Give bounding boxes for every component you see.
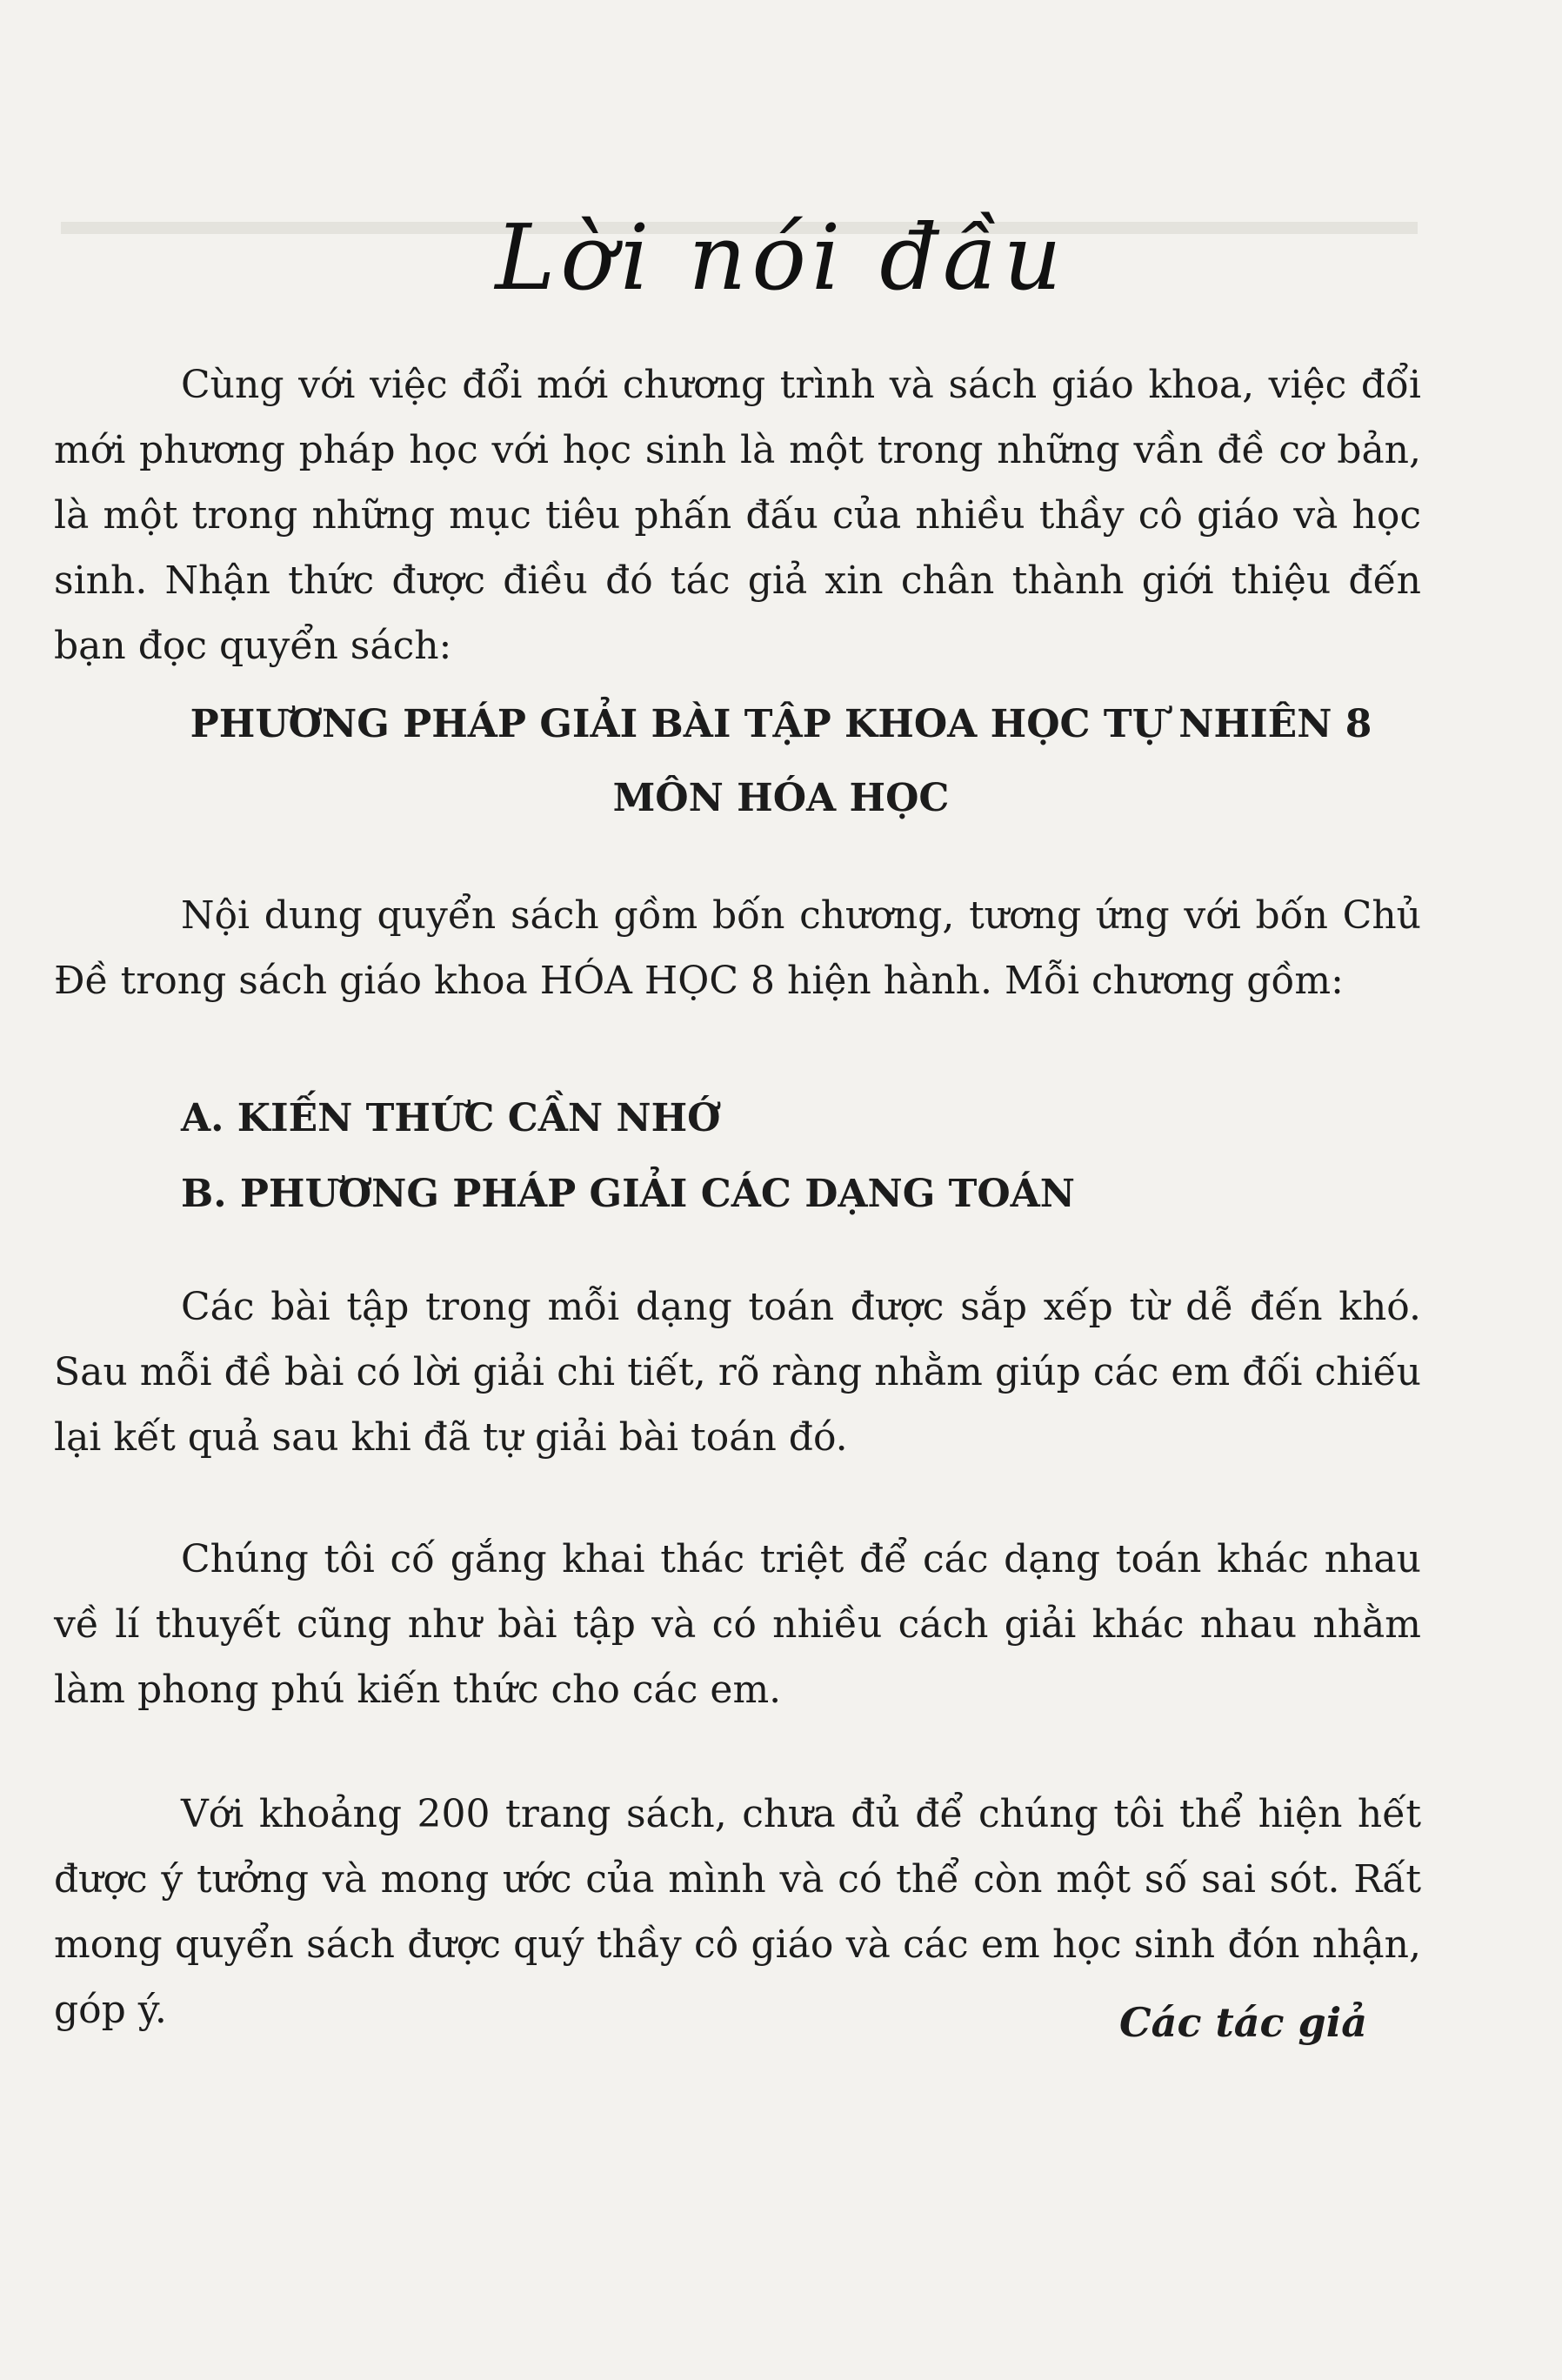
paragraph-exercises: Các bài tập trong mỗi dạng toán được sắp xếp từ dễ đến khó. Sau mỗi đề bài có lời giải chi tiết, rõ ràng nhằm giúp các em đối chiếu lại kết quả sau khi đã tự giải bài toán đó. — [54, 1285, 1421, 1460]
book-title-line-2: MÔN HÓA HỌC — [612, 776, 950, 820]
paragraph-closing: Với khoảng 200 trang sách, chưa đủ để chúng tôi thể hiện hết được ý tưởng và mong ước của mình và có thể còn một số sai sót. Rất mong quyển sách được quý thầy cô giáo và các em học sinh đón nhận, góp ý. — [54, 1792, 1421, 2032]
section-a: A. KIẾN THỨC CẦN NHỚ — [181, 1096, 721, 1140]
page-title: Lời nói đầu — [495, 204, 1067, 311]
book-title-line-1: PHƯƠNG PHÁP GIẢI BÀI TẬP KHOA HỌC TỰ NHIÊN 8 — [190, 702, 1372, 746]
signature: Các tác giả — [1119, 1999, 1367, 2046]
section-b: B. PHƯƠNG PHÁP GIẢI CÁC DẠNG TOÁN — [181, 1172, 1076, 1216]
paragraph-effort: Chúng tôi cố gắng khai thác triệt để các dạng toán khác nhau về lí thuyết cũng như bài tập và có nhiều cách giải khác nhau nhằm làm phong phú kiến thức cho các em. — [54, 1537, 1421, 1712]
paragraph-intro: Cùng với việc đổi mới chương trình và sách giáo khoa, việc đổi mới phương pháp học với học sinh là một trong những vần đề cơ bản, là một trong những mục tiêu phấn đấu của nhiều thầy cô giáo và học sinh. Nhận thức được điều đó tác giả xin chân thành giới thiệu đến bạn đọc quyển sách: — [54, 363, 1421, 668]
paragraph-contents: Nội dung quyển sách gồm bốn chương, tương ứng với bốn Chủ Đề trong sách giáo khoa HÓA HỌC 8 hiện hành. Mỗi chương gồm: — [54, 893, 1421, 1003]
